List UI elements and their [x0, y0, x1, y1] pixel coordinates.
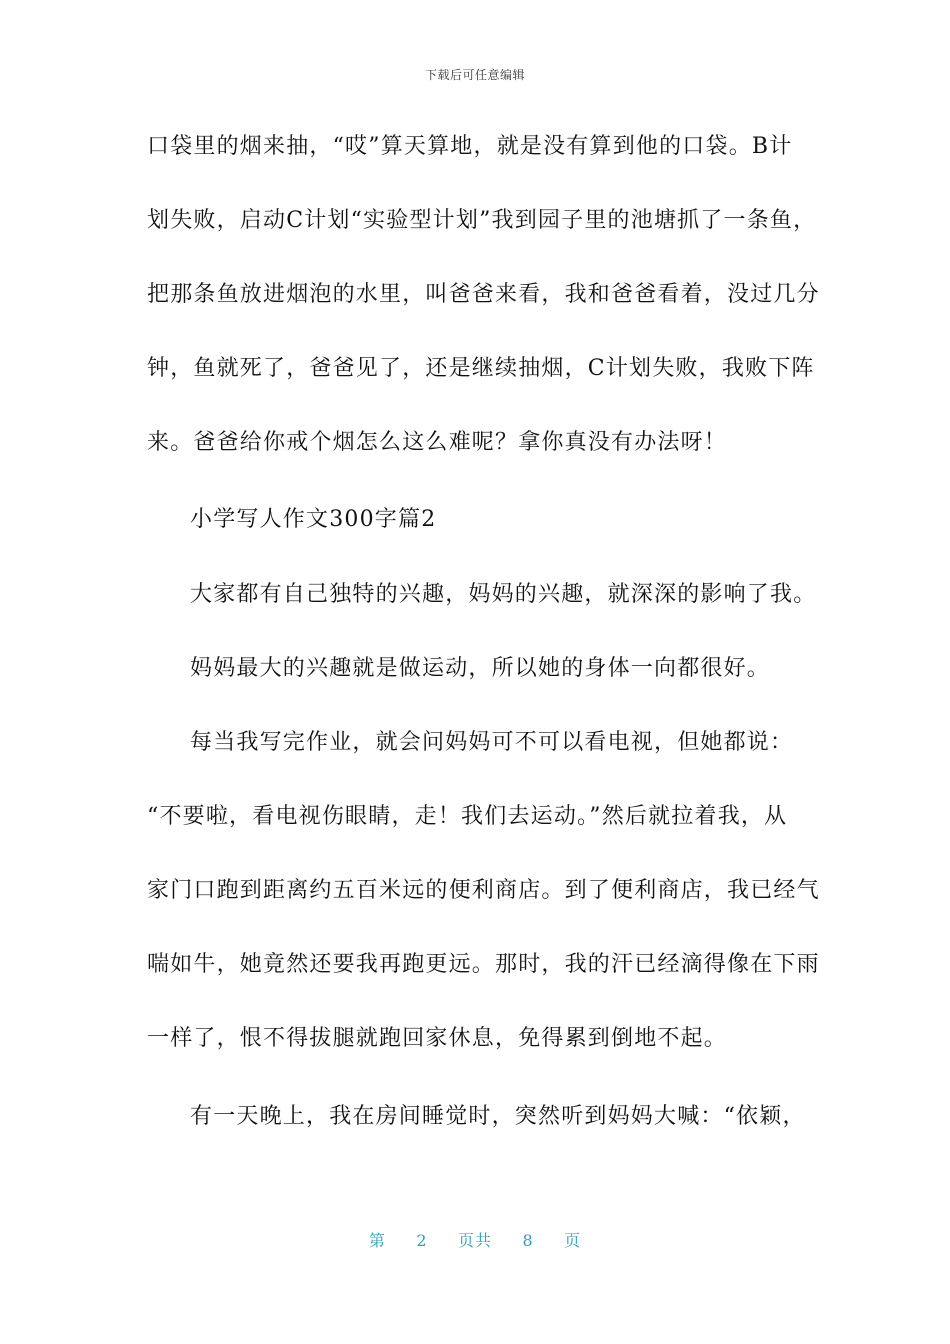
footer-total-pages: 8	[522, 1231, 534, 1250]
text-line: 来。爸爸给你戒个烟怎么这么难呢？拿你真没有办法呀！	[147, 430, 728, 455]
section-heading: 小学写人作文300字篇2	[190, 507, 437, 532]
text-line: 有一天晚上，我在房间睡觉时，突然听到妈妈大喊：“依颖，	[190, 1104, 806, 1129]
text-line: 把那条鱼放进烟泡的水里，叫爸爸来看，我和爸爸看着，没过几分	[147, 282, 820, 307]
page-header: 下载后可任意编辑	[424, 68, 525, 82]
page-footer	[0, 1228, 950, 1251]
footer-page-number: 2	[416, 1231, 428, 1250]
text-line: 划失败，启动C计划“实验型计划”我到园子里的池塘抓了一条鱼，	[147, 208, 817, 233]
footer-middle: 页共	[457, 1231, 492, 1250]
text-line: 喘如牛，她竟然还要我再跑更远。那时，我的汗已经滴得像在下雨	[147, 952, 820, 977]
footer-suffix: 页	[564, 1231, 582, 1250]
text-line: “不要啦，看电视伤眼睛，走！我们去运动。”然后就拉着我，从	[147, 804, 788, 829]
text-line: 钟，鱼就死了，爸爸见了，还是继续抽烟，C计划失败，我败下阵	[147, 356, 815, 381]
text-line: 口袋里的烟来抽，“哎”算天算地，就是没有算到他的口袋。B计	[147, 134, 793, 159]
text-line: 一样了，恨不得拔腿就跑回家休息，免得累到倒地不起。	[147, 1026, 728, 1051]
footer-prefix: 第	[368, 1231, 386, 1250]
text-line: 每当我写完作业，就会问妈妈可不可以看电视，但她都说：	[190, 730, 794, 755]
text-line: 妈妈最大的兴趣就是做运动，所以她的身体一向都很好。	[190, 656, 771, 681]
text-line: 家门口跑到距离约五百米远的便利商店。到了便利商店，我已经气	[147, 878, 820, 903]
text-line: 大家都有自己独特的兴趣，妈妈的兴趣，就深深的影响了我。	[190, 582, 817, 607]
